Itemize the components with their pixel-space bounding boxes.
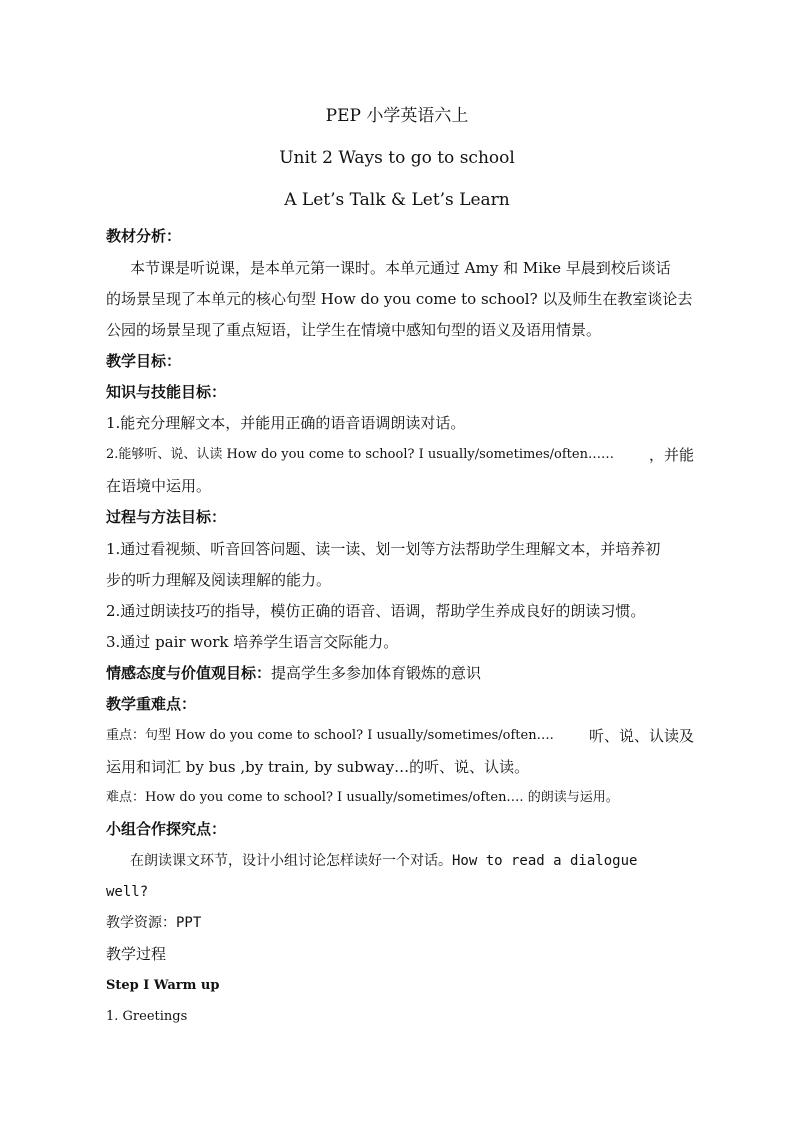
group-paragraph-line-2: well? (106, 884, 149, 900)
teaching-process-heading: 教学过程 (106, 945, 167, 963)
process-goal-2: 2.通过朗读技巧的指导，模仿正确的语音、语调，帮助学生养成良好的朗读习惯。 (106, 602, 646, 620)
process-goal-1-continued: 步的听力理解及阅读理解的能力。 (106, 571, 332, 589)
knowledge-goal-2-tail: ，并能 (648, 446, 694, 464)
lesson-title: A Let’s Talk & Let’s Learn (284, 190, 510, 210)
goals-heading: 教学目标： (106, 352, 182, 370)
analysis-paragraph-line-2: 的场景呈现了本单元的核心句型 How do you come to school? 以及师生在教室谈论去 (106, 290, 693, 308)
step-1-item-1: 1. Greetings (106, 1009, 188, 1024)
knowledge-goal-2-text: 2.能够听、说、认读 How do you come to school? I usually/sometimes/often…… (106, 447, 614, 462)
process-goal-1: 1.通过看视频、听音回答问题、读一读、划一划等方法帮助学生理解文本，并培养初 (106, 540, 661, 558)
emotion-goal (106, 663, 694, 683)
analysis-paragraph-line-1: 本节课是听说课，是本单元第一课时。本单元通过 Amy 和 Mike 早晨到校后谈话 (130, 259, 671, 277)
key-point-continued: 运用和词汇 by bus ,by train, by subway…的听、说、认读。 (106, 758, 530, 776)
knowledge-goal-2 (106, 445, 694, 465)
group-paragraph-line-1: 在朗读课文环节，设计小组讨论怎样读好一个对话。How to read a dialogue (130, 853, 638, 869)
difficult-point: 难点：How do you come to school? I usually/sometimes/often…. 的朗读与运用。 (106, 790, 619, 805)
group-heading: 小组合作探究点： (106, 820, 227, 838)
unit-title: Unit 2 Ways to go to school (279, 148, 515, 168)
knowledge-goals-heading: 知识与技能目标： (106, 383, 227, 401)
knowledge-goal-1: 1.能充分理解文本，并能用正确的语音语调朗读对话。 (106, 414, 466, 432)
teaching-resources: 教学资源：PPT (106, 915, 202, 931)
step-1-heading: Step Ⅰ Warm up (106, 978, 220, 993)
process-goals-heading: 过程与方法目标： (106, 508, 227, 526)
key-point (106, 726, 694, 746)
knowledge-goal-2-continued: 在语境中运用。 (106, 477, 212, 495)
analysis-paragraph-line-3: 公园的场景呈现了重点短语，让学生在情境中感知句型的语义及语用情景。 (106, 321, 602, 339)
document-title: PEP 小学英语六上 (325, 106, 469, 126)
process-goal-3: 3.通过 pair work 培养学生语言交际能力。 (106, 633, 399, 651)
emotion-goal-heading: 情感态度与价值观目标： (106, 664, 272, 682)
key-points-heading: 教学重难点： (106, 695, 197, 713)
key-point-tail: 听、说、认读及 (588, 727, 694, 745)
key-point-text: 重点：句型 How do you come to school? I usually/sometimes/often…. (106, 728, 554, 743)
analysis-heading: 教材分析： (106, 227, 182, 245)
emotion-goal-text: 提高学生多参加体育锻炼的意识 (271, 664, 482, 682)
